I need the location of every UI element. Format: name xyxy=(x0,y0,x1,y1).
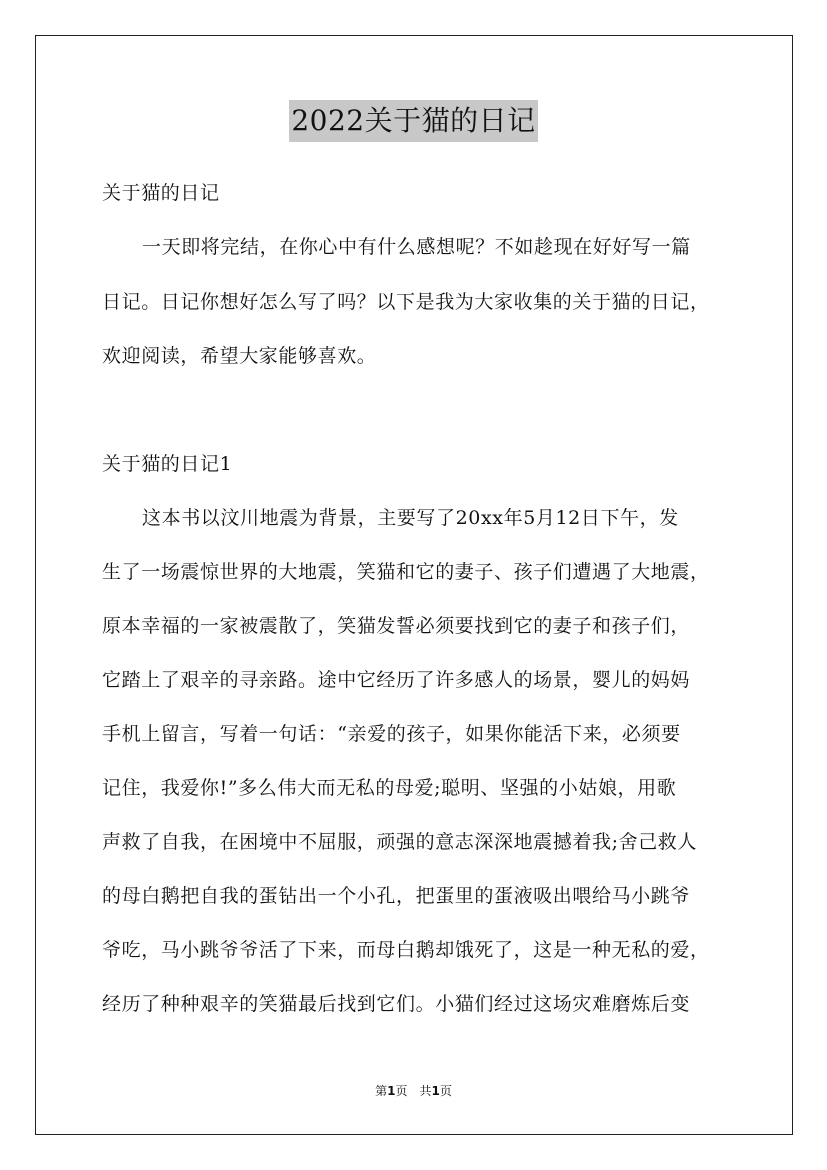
intro-line: 日记。日记你想好怎么写了吗？以下是我为大家收集的关于猫的日记， xyxy=(102,291,710,313)
document-heading: 关于猫的日记 xyxy=(102,182,220,204)
body-line: 的母白鹅把自我的蛋钻出一个小孔，把蛋里的蛋液吸出喂给马小跳爷 xyxy=(102,885,691,907)
body-line: 声救了自我，在困境中不屈服，顽强的意志深深地震撼着我;舍己救人 xyxy=(102,831,698,853)
page-footer xyxy=(0,1083,827,1099)
body-line: 经历了种种艰辛的笑猫最后找到它们。小猫们经过这场灾难磨炼后变 xyxy=(102,993,691,1015)
body-line: 原本幸福的一家被震散了，笑猫发誓必须要找到它的妻子和孩子们， xyxy=(102,615,691,637)
intro-line: 一天即将完结，在你心中有什么感想呢？不如趁现在好好写一篇 xyxy=(142,236,691,258)
footer-mid: 页 共 xyxy=(395,1084,432,1098)
footer-page-total: 1 xyxy=(431,1084,440,1098)
section-heading: 关于猫的日记1 xyxy=(102,453,233,475)
body-line: 这本书以汶川地震为背景，主要写了20xx年5月12日下午，发 xyxy=(142,507,679,529)
footer-page-current: 1 xyxy=(387,1084,396,1098)
title-container xyxy=(0,100,827,142)
body-line: 生了一场震惊世界的大地震，笑猫和它的妻子、孩子们遭遇了大地震， xyxy=(102,561,710,583)
body-line: 手机上留言，写着一句话：“亲爱的孩子，如果你能活下来，必须要 xyxy=(102,723,681,745)
body-line: 它踏上了艰辛的寻亲路。途中它经历了许多感人的场景，婴儿的妈妈 xyxy=(102,669,691,691)
document-title: 2022关于猫的日记 xyxy=(289,100,537,142)
intro-line: 欢迎阅读，希望大家能够喜欢。 xyxy=(102,345,377,367)
body-line: 爷吃，马小跳爷爷活了下来，而母白鹅却饿死了，这是一种无私的爱， xyxy=(102,939,710,961)
footer-prefix: 第 xyxy=(375,1084,388,1098)
body-line: 记住，我爱你!”多么伟大而无私的母爱;聪明、坚强的小姑娘，用歌 xyxy=(102,777,677,799)
footer-suffix: 页 xyxy=(439,1084,452,1098)
